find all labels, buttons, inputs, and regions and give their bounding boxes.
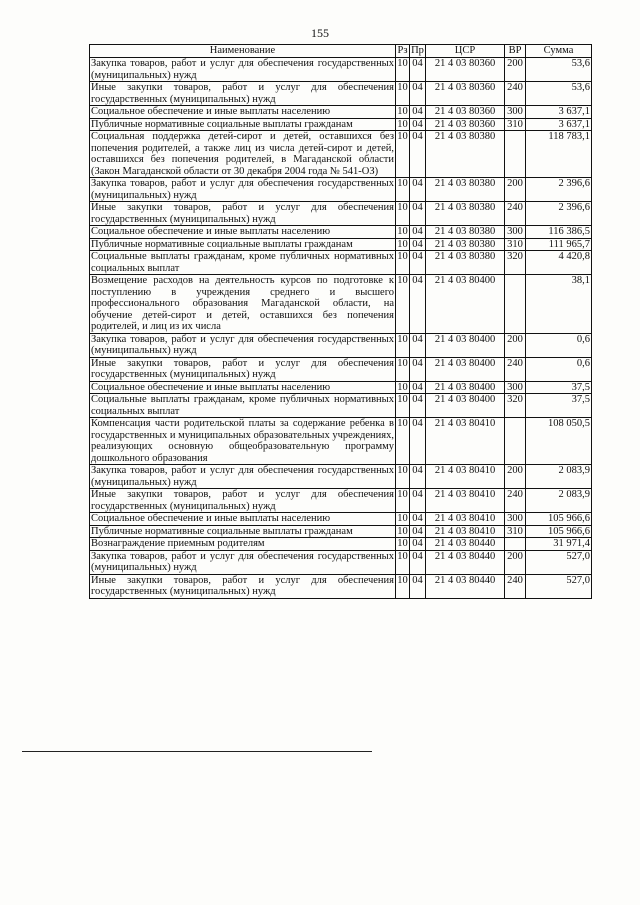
cell-rz: 10 (396, 178, 410, 202)
cell-csr: 21 4 03 80440 (426, 538, 505, 551)
cell-csr: 21 4 03 80380 (426, 226, 505, 239)
cell-vr: 300 (505, 513, 526, 526)
cell-sum: 108 050,5 (526, 418, 592, 465)
table-row (90, 550, 592, 574)
cell-sum: 4 420,8 (526, 251, 592, 275)
cell-sum: 527,0 (526, 574, 592, 598)
cell-name: Вознаграждение приемным родителям (90, 538, 396, 551)
cell-rz: 10 (397, 238, 408, 250)
cell-csr: 21 4 03 80410 (426, 489, 505, 513)
cell-sum: 2 396,6 (526, 178, 592, 202)
cell-sum: 31 971,4 (526, 538, 592, 551)
cell-sum: 0,6 (526, 333, 592, 357)
cell-pr: 04 (410, 357, 426, 381)
cell-rz: 10 (396, 357, 410, 381)
cell-pr: 04 (410, 82, 426, 106)
cell-rz: 10 (397, 226, 408, 237)
cell-pr: 04 (410, 574, 426, 598)
table-row (90, 357, 592, 381)
cell-rz: 10 (396, 251, 410, 275)
table-row (90, 525, 592, 538)
cell-rz: 10 (396, 202, 410, 226)
cell-name: Закупка товаров, работ и услуг для обеспечения государственных (муниципальных) нужд (91, 178, 394, 201)
cell-vr: 240 (505, 574, 526, 598)
cell-sum: 2 083,9 (526, 489, 592, 513)
header-pr: Пр (411, 45, 424, 56)
cell-sum: 2 083,9 (526, 465, 592, 489)
cell-rz: 10 (396, 58, 410, 82)
cell-name: Возмещение расходов на деятельность курсов по подготовке к поступлению в учреждения среднего и высшего профессионального образования Магаданской области, на обучение детей-сирот и детей, оставшихся без попечения родителей, и лиц из их числа (91, 275, 394, 332)
cell-csr: 21 4 03 80360 (426, 106, 505, 119)
cell-name: Социальные выплаты гражданам, кроме публичных нормативных социальных выплат (91, 394, 394, 417)
cell-pr: 04 (410, 131, 426, 178)
cell-vr: 320 (505, 394, 526, 418)
cell-pr: 04 (410, 394, 426, 418)
cell-pr: 04 (410, 251, 426, 275)
cell-name: Компенсация части родительской платы за содержание ребенка в государственных и муниципальных образовательных учреждениях, реализующих основную общеобразовательную программу дошкольного образования (91, 418, 394, 464)
cell-pr: 04 (410, 106, 426, 119)
cell-rz: 10 (396, 82, 410, 106)
cell-vr: 300 (505, 226, 526, 239)
table-row (90, 202, 592, 226)
cell-csr: 21 4 03 80400 (426, 333, 505, 357)
cell-pr: 04 (410, 178, 426, 202)
cell-name: Иные закупки товаров, работ и услуг для обеспечения государственных (муниципальных) нужд (91, 357, 394, 380)
table-row (90, 538, 592, 551)
cell-name: Социальное обеспечение и иные выплаты населению (90, 513, 396, 526)
cell-pr: 04 (410, 226, 426, 239)
cell-vr: 200 (505, 333, 526, 357)
table-row (90, 118, 592, 131)
table-row (90, 381, 592, 394)
table-row (90, 333, 592, 357)
table-row (90, 238, 592, 251)
cell-csr: 21 4 03 80400 (426, 381, 505, 394)
cell-pr: 04 (410, 550, 426, 574)
header-rz: Рз (397, 45, 408, 56)
cell-vr: 240 (505, 357, 526, 381)
header-csr: ЦСР (426, 45, 505, 58)
cell-sum: 37,5 (526, 394, 592, 418)
cell-sum: 3 637,1 (526, 118, 592, 131)
cell-csr: 21 4 03 80360 (426, 58, 505, 82)
table-row (90, 131, 592, 178)
cell-sum: 105 966,6 (526, 513, 592, 526)
cell-vr: 240 (505, 489, 526, 513)
cell-csr: 21 4 03 80360 (426, 118, 505, 131)
cell-name: Закупка товаров, работ и услуг для обеспечения государственных (муниципальных) нужд (91, 550, 394, 573)
table-row (90, 106, 592, 119)
cell-csr: 21 4 03 80410 (426, 465, 505, 489)
cell-csr: 21 4 03 80380 (426, 202, 505, 226)
cell-csr: 21 4 03 80400 (426, 275, 505, 334)
cell-pr: 04 (410, 525, 426, 538)
cell-sum: 118 783,1 (526, 131, 592, 178)
cell-name: Социальное обеспечение и иные выплаты населению (90, 381, 396, 394)
cell-csr: 21 4 03 80380 (426, 251, 505, 275)
cell-name: Социальные выплаты гражданам, кроме публичных нормативных социальных выплат (91, 251, 394, 274)
cell-sum: 3 637,1 (526, 106, 592, 119)
table-row (90, 178, 592, 202)
table-row (90, 513, 592, 526)
cell-rz: 10 (396, 275, 410, 334)
cell-csr: 21 4 03 80360 (426, 82, 505, 106)
header-sum: Сумма (526, 45, 592, 58)
cell-vr: 240 (505, 82, 526, 106)
cell-sum: 105 966,6 (526, 525, 592, 538)
cell-vr: 240 (505, 202, 526, 226)
cell-vr: 300 (505, 106, 526, 119)
table-row (90, 82, 592, 106)
cell-sum: 111 965,7 (526, 238, 592, 251)
table-row (90, 394, 592, 418)
cell-rz: 10 (396, 418, 410, 465)
cell-name: Закупка товаров, работ и услуг для обеспечения государственных (муниципальных) нужд (91, 465, 394, 488)
cell-sum: 116 386,5 (526, 226, 592, 239)
cell-sum: 38,1 (526, 275, 592, 334)
cell-sum: 2 396,6 (526, 202, 592, 226)
cell-csr: 21 4 03 80380 (426, 131, 505, 178)
cell-vr: 320 (505, 251, 526, 275)
cell-name: Социальное обеспечение и иные выплаты населению (90, 226, 396, 239)
cell-pr: 04 (410, 513, 426, 526)
cell-vr: 200 (505, 550, 526, 574)
cell-rz: 10 (396, 333, 410, 357)
cell-rz: 10 (397, 118, 408, 130)
cell-sum: 527,0 (526, 550, 592, 574)
cell-name: Публичные нормативные социальные выплаты гражданам (90, 118, 396, 131)
header-name: Наименование (90, 45, 396, 58)
cell-csr: 21 4 03 80400 (426, 357, 505, 381)
cell-vr (505, 418, 526, 465)
cell-name: Закупка товаров, работ и услуг для обеспечения государственных (муниципальных) нужд (91, 58, 394, 81)
cell-csr: 21 4 03 80410 (426, 525, 505, 538)
cell-vr: 310 (505, 238, 526, 251)
cell-vr: 310 (505, 118, 526, 131)
cell-rz: 10 (396, 489, 410, 513)
cell-rz: 10 (396, 131, 410, 178)
table-row (90, 226, 592, 239)
cell-csr: 21 4 03 80440 (426, 574, 505, 598)
cell-rz: 10 (397, 513, 408, 524)
cell-name: Иные закупки товаров, работ и услуг для обеспечения государственных (муниципальных) нужд (91, 574, 394, 597)
cell-vr (505, 131, 526, 178)
cell-name: Закупка товаров, работ и услуг для обеспечения государственных (муниципальных) нужд (91, 333, 394, 356)
cell-name: Иные закупки товаров, работ и услуг для обеспечения государственных (муниципальных) нужд (91, 82, 394, 105)
cell-name: Социальное обеспечение и иные выплаты населению (90, 106, 396, 119)
table-row (90, 418, 592, 465)
cell-csr: 21 4 03 80410 (426, 513, 505, 526)
cell-vr: 200 (505, 465, 526, 489)
bottom-rule (22, 751, 372, 752)
cell-pr: 04 (410, 418, 426, 465)
cell-sum: 53,6 (526, 58, 592, 82)
cell-rz: 10 (396, 574, 410, 598)
cell-rz: 10 (397, 381, 408, 393)
cell-csr: 21 4 03 80440 (426, 550, 505, 574)
cell-vr: 310 (505, 525, 526, 538)
cell-vr: 200 (505, 58, 526, 82)
cell-rz: 10 (396, 550, 410, 574)
cell-csr: 21 4 03 80380 (426, 238, 505, 251)
cell-vr: 300 (505, 381, 526, 394)
cell-pr: 04 (410, 465, 426, 489)
budget-table (89, 44, 592, 599)
table-row (90, 465, 592, 489)
page-number: 155 (311, 26, 329, 40)
cell-pr: 04 (410, 333, 426, 357)
cell-csr: 21 4 03 80410 (426, 418, 505, 465)
cell-pr: 04 (410, 489, 426, 513)
cell-name: Иные закупки товаров, работ и услуг для обеспечения государственных (муниципальных) нужд (91, 202, 394, 225)
cell-csr: 21 4 03 80380 (426, 178, 505, 202)
cell-name: Социальная поддержка детей-сирот и детей, оставшихся без попечения родителей, а также лиц из числа детей-сирот и детей, оставшихся без попечения родителей, в Магаданской области (Закон Магаданской области от 30 декабря 2004 года № 541-ОЗ) (91, 131, 394, 177)
table-row (90, 251, 592, 275)
cell-pr: 04 (410, 58, 426, 82)
cell-pr: 04 (410, 118, 426, 131)
cell-vr (505, 538, 526, 551)
cell-rz: 10 (396, 394, 410, 418)
cell-name: Иные закупки товаров, работ и услуг для обеспечения государственных (муниципальных) нужд (91, 489, 394, 512)
table-header-row (90, 45, 592, 58)
cell-rz: 10 (397, 525, 408, 537)
cell-csr: 21 4 03 80400 (426, 394, 505, 418)
header-vr: ВР (505, 45, 526, 58)
cell-rz: 10 (397, 106, 408, 117)
cell-pr: 04 (410, 238, 426, 251)
cell-sum: 53,6 (526, 82, 592, 106)
cell-sum: 0,6 (526, 357, 592, 381)
cell-vr: 200 (505, 178, 526, 202)
cell-vr (505, 275, 526, 334)
cell-name: Публичные нормативные социальные выплаты гражданам (90, 238, 396, 251)
cell-pr: 04 (410, 202, 426, 226)
table-row (90, 574, 592, 598)
table-row (90, 58, 592, 82)
cell-sum: 37,5 (526, 381, 592, 394)
cell-name: Публичные нормативные социальные выплаты гражданам (90, 525, 396, 538)
cell-rz: 10 (397, 538, 408, 549)
cell-pr: 04 (410, 275, 426, 334)
cell-rz: 10 (396, 465, 410, 489)
table-row (90, 489, 592, 513)
table-row (90, 275, 592, 334)
cell-pr: 04 (410, 538, 426, 551)
cell-pr: 04 (410, 381, 426, 394)
